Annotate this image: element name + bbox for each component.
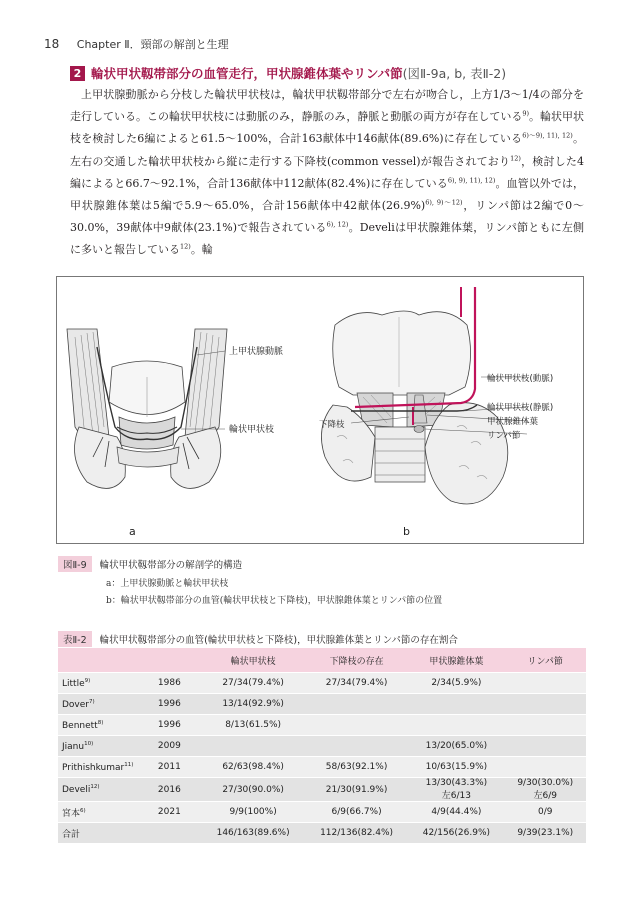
header-lymph-node: リンパ節 (504, 648, 586, 673)
table-title: 輪状甲状靱帯部分の血管(輪状甲状枝と下降枝)，甲状腺錐体葉とリンパ節の存在割合 (99, 635, 458, 646)
cell-cricothyroid-branch (201, 736, 304, 757)
table-row (58, 736, 586, 757)
header-year (137, 648, 201, 673)
header-descending-branch: 下降枝の存在 (305, 648, 408, 673)
figure-title: 輪状甲状靱帯部分の解剖学的構造 (99, 560, 243, 571)
author-name: Develi (62, 785, 91, 795)
body-sentence: 。Develiは甲状腺錐体葉，リンパ節ともに左側に多いと報告している (70, 221, 584, 257)
cell-lymph-node (504, 823, 586, 844)
cell-value: 9/39(23.1%) (517, 828, 574, 838)
author-ref: 8) (97, 719, 104, 726)
data-table (58, 648, 586, 844)
cell-author (58, 736, 137, 757)
chapter-title: Chapter Ⅱ．頸部の解剖と生理 (76, 38, 229, 51)
label-lymph-node: リンパ節 (487, 431, 521, 441)
body-sentence: 。輪状甲状枝を検討した6編によると61.5～100%，合計163献体中146献体(89.6%)に存在している (70, 110, 584, 146)
table-body (58, 673, 586, 844)
author-name: 合計 (62, 829, 81, 840)
cell-cricothyroid-branch: 27/30(90.0%) (201, 778, 304, 802)
cell-descending-branch (305, 715, 408, 736)
table-row (58, 823, 586, 844)
page-number: 18 (44, 37, 60, 51)
cell-value: 2/34(5.9%) (431, 678, 482, 688)
figure-caption-a: a：上甲状腺動脈と輪状甲状枝 (106, 579, 229, 589)
body-sentence: 。左右の交通した輪状甲状枝から縦に走行する下降枝(common vessel)が報告されており (70, 132, 584, 168)
table-row (58, 673, 586, 694)
cell-lymph-node (504, 673, 586, 694)
table-row (58, 715, 586, 736)
cell-cricothyroid-branch: 146/163(89.6%) (201, 823, 304, 844)
cell-value: 13/20(65.0%) (425, 741, 488, 751)
author-name: Jianu (62, 741, 85, 752)
cell-author (58, 823, 137, 844)
table-header-row (58, 648, 586, 673)
cell-descending-branch (305, 694, 408, 715)
cell-lymph-node (504, 694, 586, 715)
author-ref: 11) (124, 761, 134, 768)
cell-cricothyroid-branch: 27/34(79.4%) (201, 673, 304, 694)
cell-lymph-node (504, 715, 586, 736)
cell-author (58, 673, 137, 694)
cell-lymph-node (504, 802, 586, 823)
cell-descending-branch: 58/63(92.1%) (305, 757, 408, 778)
cell-value: 9/30(30.0%) (517, 778, 574, 788)
figure-label: 図Ⅱ-9 (58, 556, 92, 572)
cell-author (58, 778, 137, 802)
cell-pyramidal-lobe (408, 715, 504, 736)
section-heading (70, 64, 600, 82)
label-superior-thyroid-artery: 上甲状腺動脈 (229, 347, 284, 357)
label-pyramidal-lobe: 甲状腺錐体葉 (487, 417, 539, 427)
body-text (70, 84, 584, 262)
header-pyramidal-lobe: 甲状腺錐体葉 (408, 648, 504, 673)
cell-author (58, 757, 137, 778)
figure-caption (58, 556, 598, 606)
body-sentence: ，検討した4編によると66.7～92.1%，合計136献体中112献体(82.4%)に存在している (70, 154, 584, 190)
cell-lymph-node (504, 736, 586, 757)
cell-descending-branch: 112/136(82.4%) (305, 823, 408, 844)
citation: 12) (180, 242, 191, 251)
author-ref: 12) (90, 784, 100, 790)
cell-cricothyroid-branch: 8/13(61.5%) (201, 715, 304, 736)
table-row (58, 802, 586, 823)
cell-pyramidal-lobe (408, 673, 504, 694)
cell-year: 2009 (137, 736, 201, 757)
panel-a-drawing (67, 329, 227, 488)
cell-pyramidal-lobe (408, 694, 504, 715)
cell-year: 1996 (137, 694, 201, 715)
cell-value: 0/9 (537, 807, 553, 817)
page-header (44, 36, 229, 52)
cell-cricothyroid-branch: 13/14(92.9%) (201, 694, 304, 715)
table-row (58, 778, 586, 802)
cell-value: 13/30(43.3%) (425, 778, 488, 788)
panel-a-label: a (129, 525, 136, 538)
cell-year (137, 823, 201, 844)
author-ref: 10) (84, 740, 94, 747)
citation: 6)～9), 11), 12) (522, 131, 573, 140)
panel-b-drawing (321, 287, 527, 504)
citation: 6), 9)～12) (425, 198, 463, 207)
cell-value: 42/156(26.9%) (422, 828, 491, 838)
table-row (58, 757, 586, 778)
cell-year: 2016 (137, 778, 201, 802)
header-cricothyroid-branch: 輪状甲状枝 (201, 648, 304, 673)
citation: 6), 9), 11), 12) (447, 176, 496, 185)
cell-year: 2011 (137, 757, 201, 778)
cell-year: 1986 (137, 673, 201, 694)
table-label: 表Ⅱ-2 (58, 631, 92, 647)
cell-descending-branch: 27/34(79.4%) (305, 673, 408, 694)
cell-value: 4/9(44.4%) (431, 807, 482, 817)
body-sentence: 上甲状腺動脈から分枝した輪状甲状枝は，輪状甲状靱帯部分で左右が吻合し，上方1/3～1/4の部分を走行している。この輪状甲状枝には動脈のみ，静脈のみ，静脈と動脈の両方が存在している (70, 88, 584, 124)
cell-lymph-node (504, 757, 586, 778)
table-caption (58, 631, 598, 647)
cell-pyramidal-lobe (408, 778, 504, 802)
body-sentence: ，リンパ節は2編で0～30.0%，39献体中9献体(23.1%)で報告されている (70, 199, 584, 235)
cell-cricothyroid-branch: 62/63(98.4%) (201, 757, 304, 778)
label-cricothyroid-vein: 輪状甲状枝(静脈) (487, 403, 554, 413)
section-title: 輪状甲状靱帯部分の血管走行，甲状腺錐体葉やリンパ節 (91, 66, 403, 81)
cell-descending-branch: 21/30(91.9%) (305, 778, 408, 802)
label-descending-branch: 下降枝 (319, 420, 345, 430)
cell-pyramidal-lobe (408, 802, 504, 823)
section-number: 2 (70, 66, 85, 81)
panel-b-label: b (403, 525, 410, 538)
author-name: Little (62, 678, 85, 689)
label-cricothyroid-artery: 輪状甲状枝(動脈) (487, 374, 554, 384)
cell-year: 2021 (137, 802, 201, 823)
figure-caption-b: b：輪状甲状靱帯部分の血管(輪状甲状枝と下降枝)，甲状腺錐体葉とリンパ節の位置 (106, 596, 443, 606)
body-paragraph (70, 84, 584, 262)
cell-pyramidal-lobe (408, 736, 504, 757)
cell-value: 10/63(15.9%) (425, 762, 488, 772)
cell-year: 1996 (137, 715, 201, 736)
table-row (58, 694, 586, 715)
cell-descending-branch (305, 736, 408, 757)
anatomy-illustration (57, 277, 583, 543)
figure-box (56, 276, 584, 544)
cell-author (58, 715, 137, 736)
header-author (58, 648, 137, 673)
cell-value-left: 左6/9 (533, 791, 557, 801)
author-ref: 9) (84, 677, 91, 684)
cell-descending-branch: 6/9(66.7%) (305, 802, 408, 823)
author-name: Bennett (62, 720, 98, 731)
cell-author (58, 694, 137, 715)
citation: 6), 12) (326, 220, 349, 229)
body-sentence: 。血管以外では，甲状腺錐体葉は5編で5.9～65.0%，合計156献体中42献体(26.9%) (70, 176, 584, 213)
body-sentence: 。輪 (190, 243, 213, 257)
author-ref: 7) (89, 698, 95, 705)
author-name: Dover (62, 699, 89, 710)
section-ref: (図Ⅱ-9a, b, 表Ⅱ-2) (402, 66, 507, 81)
author-name: 宮本 (62, 808, 81, 819)
author-ref: 6) (80, 807, 86, 814)
citation: 12) (510, 153, 521, 162)
citation: 9) (522, 109, 529, 118)
cell-author (58, 802, 137, 823)
cell-value-left: 左6/13 (441, 791, 471, 801)
author-name: Prithishkumar (62, 762, 125, 773)
cell-pyramidal-lobe (408, 757, 504, 778)
cell-cricothyroid-branch: 9/9(100%) (201, 802, 304, 823)
label-cricothyroid-branch-a: 輪状甲状枝 (229, 425, 275, 435)
cell-pyramidal-lobe (408, 823, 504, 844)
cell-lymph-node (504, 778, 586, 802)
